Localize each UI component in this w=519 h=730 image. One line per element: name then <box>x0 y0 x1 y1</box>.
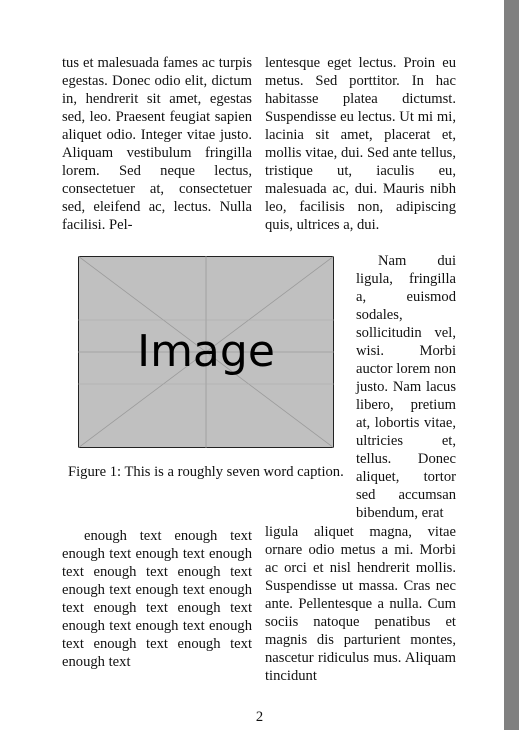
image-label: Image <box>137 326 275 377</box>
paragraph: ligula aliquet magna, vitae ornare odio metus a mi. Morbi ac orci et nisl hendrerit mollis. Suspendisse ut massa. Cras nec ante. Pellentesque a nulla. Cum sociis natoque penatibus et magnis dis parturient montes, nascetur ridiculus mus. Aliquam tincidunt <box>265 524 456 684</box>
figure-image-placeholder <box>78 256 334 448</box>
image-placeholder-graphic <box>78 256 334 448</box>
paragraph: lentesque eget lectus. Proin eu metus. Sed porttitor. In hac habitasse platea dictumst. Suspendisse eu lectus. Ut mi mi, lacinia sit amet, placerat et, mollis vitae, dui. Sed ante tellus, tristique ut, iaculis eu, malesuada ac, dui. Mauris nibh leo, facilisis non, adipiscing quis, ultrices a, dui. <box>265 55 456 233</box>
paragraph: tus et malesuada fames ac turpis egestas. Donec odio elit, dictum in, hendrerit sit amet, egestas sed, leo. Praesent feugiat sapien aliquet odio. Integer vitae justo. Aliquam vestibulum fringilla lorem. Sed neque lectus, consectetuer at, consectetuer sed, eleifend ac, lectus. Nulla facilisi. Pel- <box>62 55 252 233</box>
figure-caption: Figure 1: This is a roughly seven word caption. <box>68 464 344 480</box>
paragraph: Nam dui ligula, fringilla a, euismod sodales, sollicitudin vel, wisi. Morbi auctor lorem non justo. Nam lacus libero, pretium at, lobortis vitae, ultricies et, tellus. Donec aliquet, tortor sed accumsan bibendum, erat <box>356 253 456 521</box>
wrapped-text-column <box>356 252 456 522</box>
paragraph: enough text enough text enough text enough text enough text enough text enough text enough text enough text enough text enough text enough text enough text enough text enough text enough text enough text enough text <box>62 528 252 670</box>
page-number: 2 <box>255 709 264 725</box>
right-column-bottom <box>265 523 456 685</box>
left-column-top <box>62 54 252 234</box>
left-column-bottom <box>62 527 252 671</box>
right-column-top <box>265 54 456 234</box>
